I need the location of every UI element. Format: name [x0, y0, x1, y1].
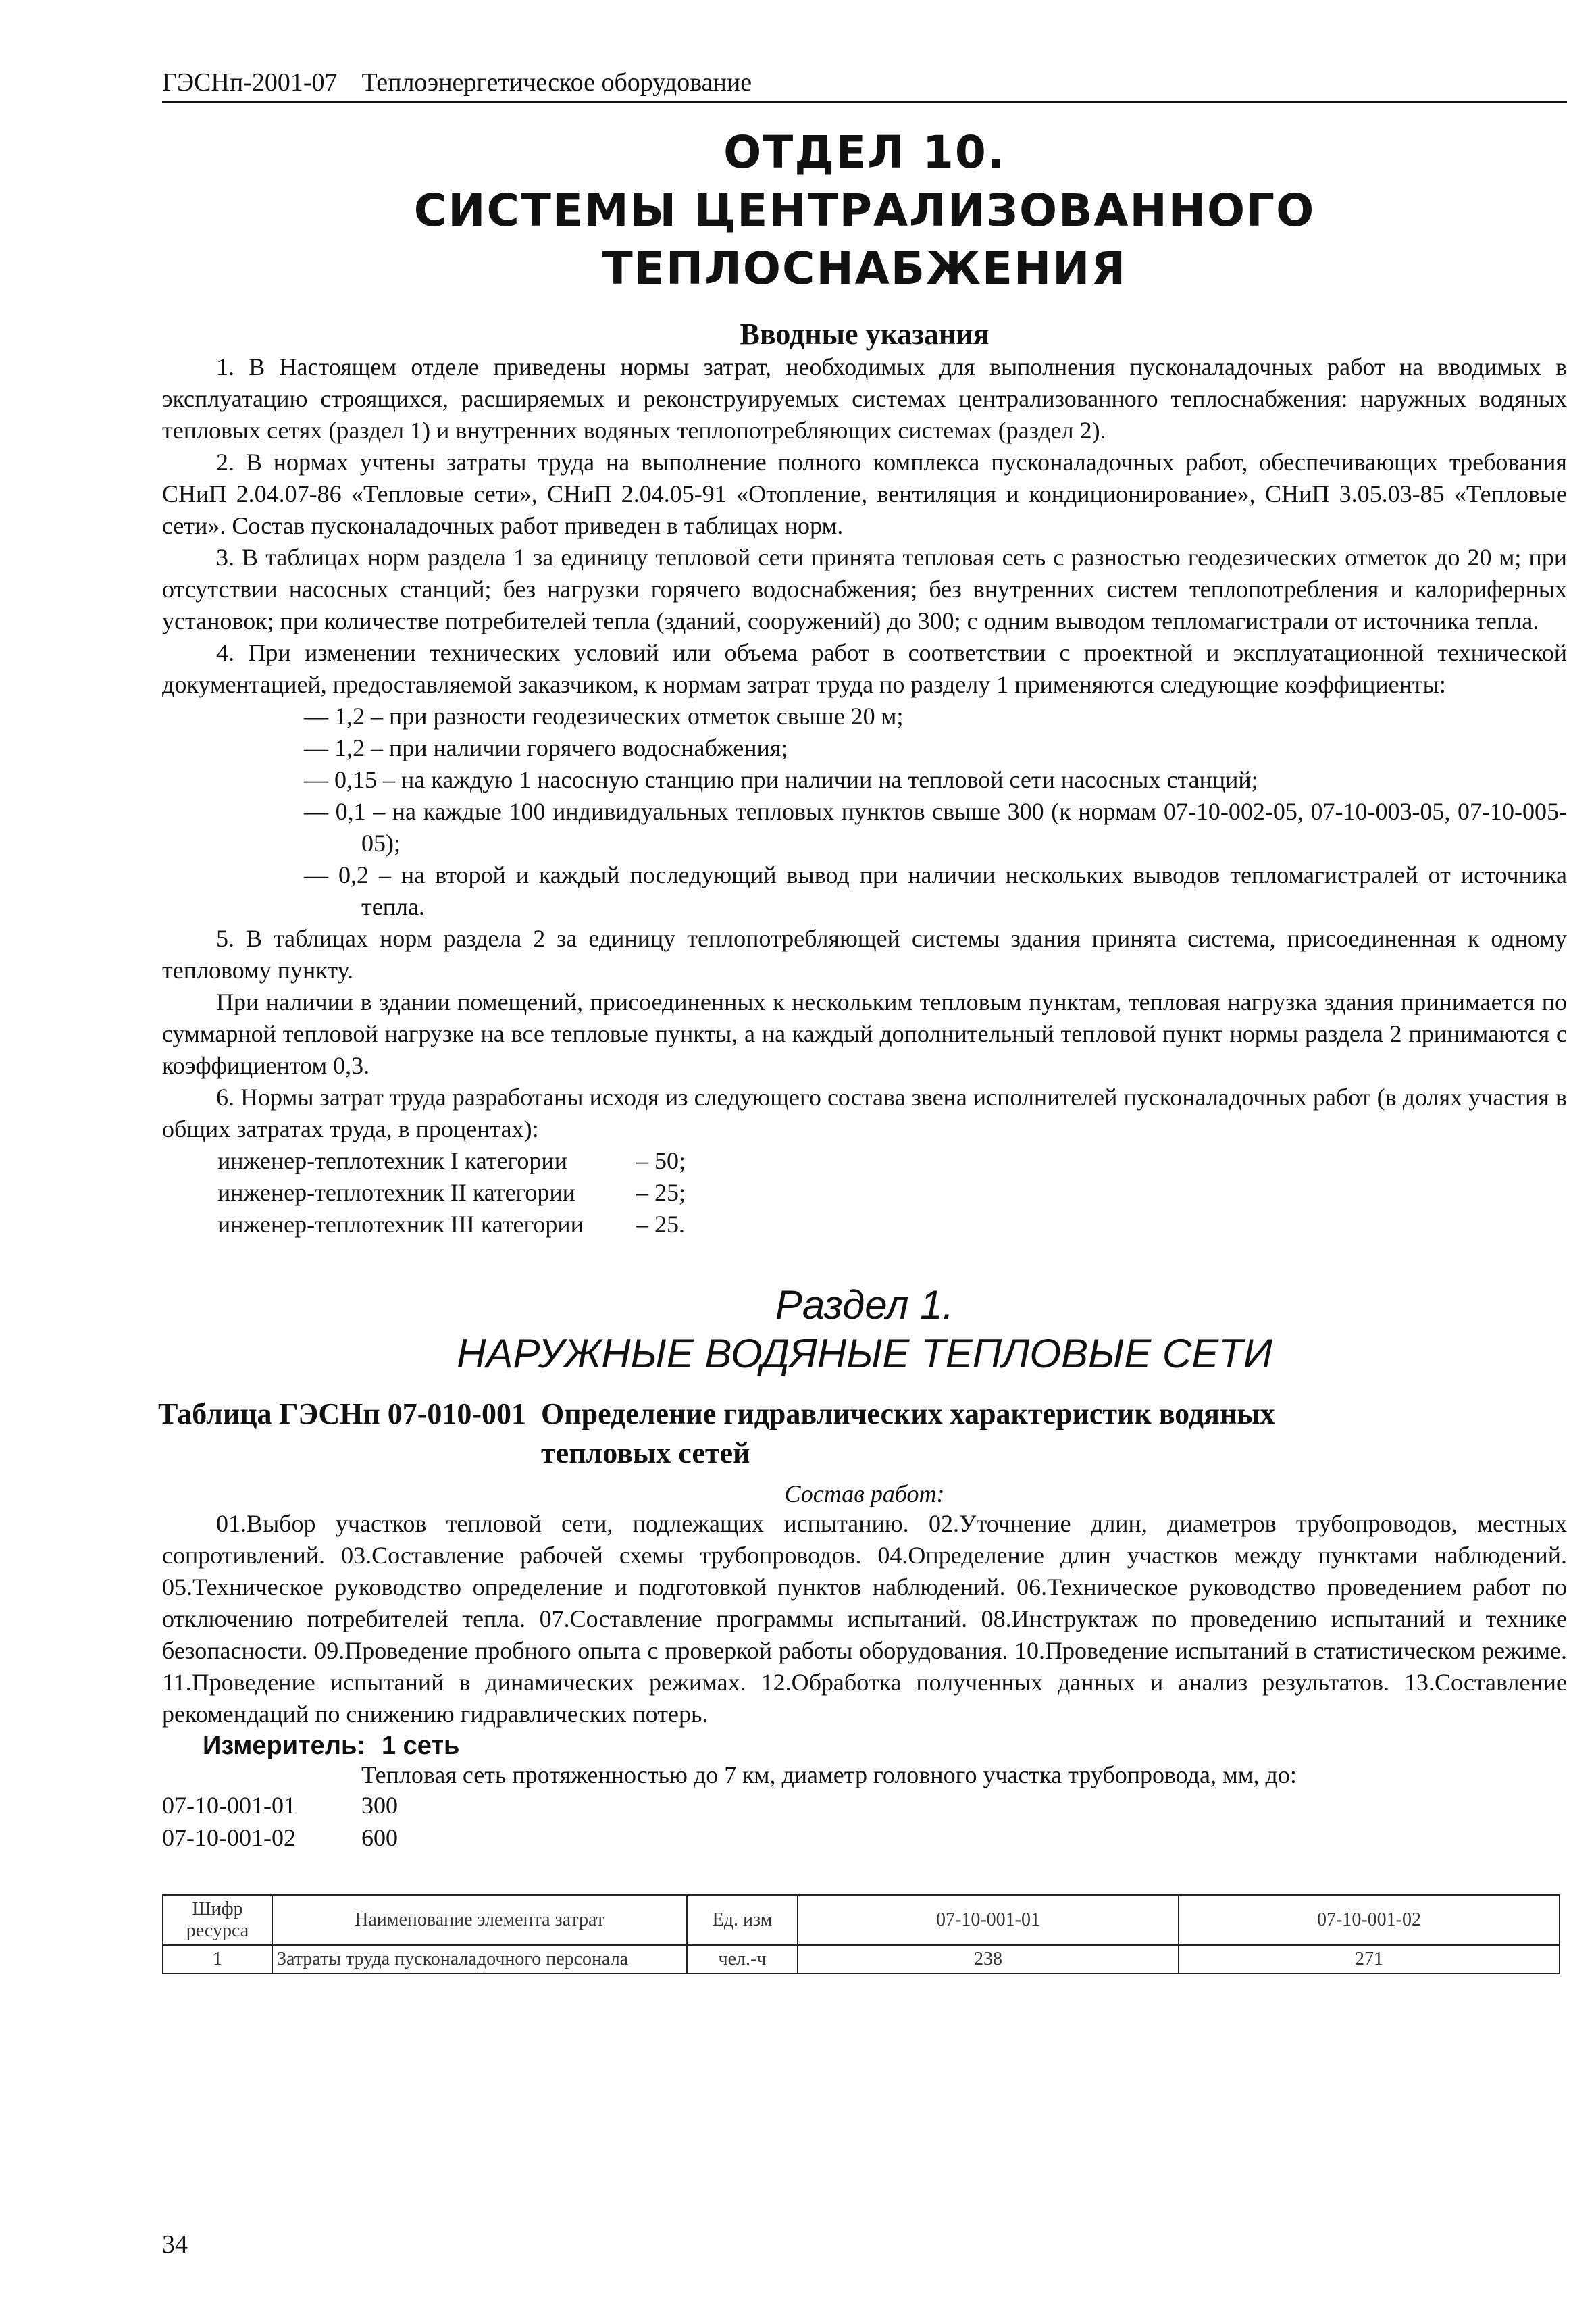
intro-paragraph-5: 5. В таблицах норм раздела 2 за единицу теплопотребляющей системы здания принята система, присоединенная к одному тепловому пункту.: [162, 925, 1567, 984]
header-title: Теплоэнергетическое оборудование: [361, 68, 752, 97]
staff-role: инженер-теплотехник I категории: [217, 1147, 567, 1174]
measure: [203, 1732, 1567, 1761]
staff-row: [217, 1177, 1567, 1209]
staff-share: – 25;: [636, 1179, 686, 1206]
coefficient-item: — 1,2 – при разности геодезических отметок свыше 20 м;: [304, 703, 904, 730]
table-name-line2: тепловых сетей: [541, 1436, 750, 1469]
work-composition: [162, 1508, 1567, 1730]
table-title: [158, 1394, 1567, 1473]
staff-share: – 25.: [636, 1211, 685, 1238]
staff-role: инженер-теплотехник III категории: [217, 1211, 584, 1238]
staff-list: [217, 1145, 1567, 1240]
variant-code: 07-10-001-01: [162, 1792, 296, 1819]
header-col1: 07-10-001-01: [798, 1895, 1179, 1945]
section-title-line1: ОТДЕЛ 10.: [723, 126, 1006, 178]
variant-value: 300: [361, 1792, 398, 1819]
variant-row: [162, 1821, 1567, 1854]
staff-row: [217, 1145, 1567, 1177]
section-title-line2: СИСТЕМЫ ЦЕНТРАЛИЗОВАННОГО: [413, 184, 1316, 236]
cell-value-1: 238: [798, 1945, 1179, 1973]
header-unit: Ед. изм: [687, 1895, 798, 1945]
intro-paragraph-5b: При наличии в здании помещений, присоединенных к нескольким тепловым пунктам, тепловая нагрузка здания принимается по суммарной тепловой нагрузке на все тепловые пункты, а на каждый дополнительный тепловой пункт нормы раздела 2 принимаются с коэффициентом 0,3.: [162, 988, 1567, 1079]
staff-row: [217, 1209, 1567, 1240]
cell-cipher: 1: [163, 1945, 272, 1973]
subsection-title-line2: НАРУЖНЫЕ ВОДЯНЫЕ ТЕПЛОВЫЕ СЕТИ: [457, 1331, 1272, 1376]
cell-unit: чел.-ч: [687, 1945, 798, 1973]
work-text: 01.Выбор участков тепловой сети, подлежащих испытанию. 02.Уточнение длин, диаметров трубопроводов, местных сопротивлений. 03.Составление рабочей схемы трубопроводов. 04.Определение длин участков между пунктами наблюдений. 05.Техническое руководство определение и подготовкой пунктов наблюдений. 06.Техническое руководство проведением работ по отключению потребителей тепла. 07.Составление программы испытаний. 08.Инструктаж по проведению испытаний и технике безопасности. 09.Проведение пробного опыта с проверкой работы оборудования. 10.Проведение испытаний в статистическом режиме. 11.Проведение испытаний в динамических режимах. 12.Обработка полученных данных и анализ результатов. 13.Составление рекомендаций по снижению гидравлических потерь.: [162, 1510, 1567, 1728]
table-header-row: [163, 1895, 1560, 1945]
table-name: [541, 1394, 1567, 1473]
coefficient-item: — 0,15 – на каждую 1 насосную станцию при наличии на тепловой сети насосных станций;: [304, 766, 1258, 793]
variant-value: 600: [361, 1824, 398, 1851]
page-number: 34: [162, 2230, 188, 2259]
coefficient-item: — 0,1 – на каждые 100 индивидуальных тепловых пунктов свыше 300 (к нормам 07-10-002-05, 07-10-003-05, 07-10-005-05);: [304, 798, 1567, 857]
resource-table: [162, 1894, 1560, 1974]
coefficient-item: — 0,2 – на второй и каждый последующий вывод при наличии нескольких выводов тепломагистралей от источника тепла.: [304, 861, 1567, 920]
intro-paragraph-1: 1. В Настоящем отделе приведены нормы затрат, необходимых для выполнения пусконаладочных работ на вводимых в эксплуатацию строящихся, расширяемых и реконструируемых системах централизованного теплоснабжения: наружных водяных тепловых сетях (раздел 1) и внутренних водяных теплопотребляющих системах (раздел 2).: [162, 353, 1567, 444]
header-cipher: Шифр ресурса: [163, 1895, 272, 1945]
subsection-title: [162, 1281, 1567, 1378]
table-row: [163, 1945, 1560, 1973]
intro-paragraph-3: 3. В таблицах норм раздела 1 за единицу тепловой сети принята тепловая сеть с разностью геодезических отметок до 20 м; при отсутствии насосных станций; без нагрузки горячего водоснабжения; без внутренних систем теплопотребления и калориферных установок; при количестве потребителей тепла (зданий, сооружений) до 300; с одним выводом тепломагистрали от источника тепла.: [162, 544, 1567, 634]
measure-value: 1 сеть: [381, 1732, 460, 1760]
intro-heading: Вводные указания: [740, 318, 989, 351]
intro-paragraph-2: 2. В нормах учтены затраты труда на выполнение полного комплекса пусконаладочных работ, обеспечивающих требования СНиП 2.04.07-86 «Тепловые сети», СНиП 2.04.05-91 «Отопление, вентиляция и кондиционирование», СНиП 3.05.03-85 «Тепловые сети». Состав пусконаладочных работ приведен в таблицах норм.: [162, 449, 1567, 539]
intro-body: [162, 351, 1567, 1240]
coefficient-list: [162, 701, 1567, 923]
work-heading: Состав работ:: [784, 1480, 945, 1507]
header-col2: 07-10-001-02: [1179, 1895, 1560, 1945]
table-name-line1: Определение гидравлических характеристик водяных: [541, 1397, 1275, 1430]
variant-row: [162, 1789, 1567, 1821]
subsection-title-line1: Раздел 1.: [775, 1282, 954, 1328]
intro-paragraph-6: 6. Нормы затрат труда разработаны исходя из следующего состава звена исполнителей пусконаладочных работ (в долях участия в общих затратах труда, в процентах):: [162, 1084, 1567, 1142]
variant-code: 07-10-001-02: [162, 1824, 296, 1851]
document-page: [158, 68, 1567, 1974]
section-title: [162, 124, 1567, 298]
section-title-line3: ТЕПЛОСНАБЖЕНИЯ: [602, 243, 1127, 295]
table-code: Таблица ГЭСНп 07-010-001: [158, 1397, 527, 1430]
header-code: ГЭСНп-2001-07: [162, 68, 338, 97]
variant-caption: Тепловая сеть протяженностью до 7 км, диаметр головного участка трубопровода, мм, до:: [361, 1761, 1297, 1788]
cell-value-2: 271: [1179, 1945, 1560, 1973]
cell-name: Затраты труда пусконаладочного персонала: [272, 1945, 687, 1973]
intro-paragraph-4: 4. При изменении технических условий или объема работ в соответствии с проектной и эксплуатационной технической документацией, предоставляемой заказчиком, к нормам затрат труда по разделу 1 применяются следующие коэффициенты:: [162, 639, 1567, 698]
measure-label: Измеритель:: [203, 1732, 365, 1760]
header-name: Наименование элемента затрат: [272, 1895, 687, 1945]
staff-share: – 50;: [636, 1147, 686, 1174]
coefficient-item: — 1,2 – при наличии горячего водоснабжения;: [304, 734, 788, 761]
running-header: [162, 68, 1567, 103]
staff-role: инженер-теплотехник II категории: [217, 1179, 575, 1206]
